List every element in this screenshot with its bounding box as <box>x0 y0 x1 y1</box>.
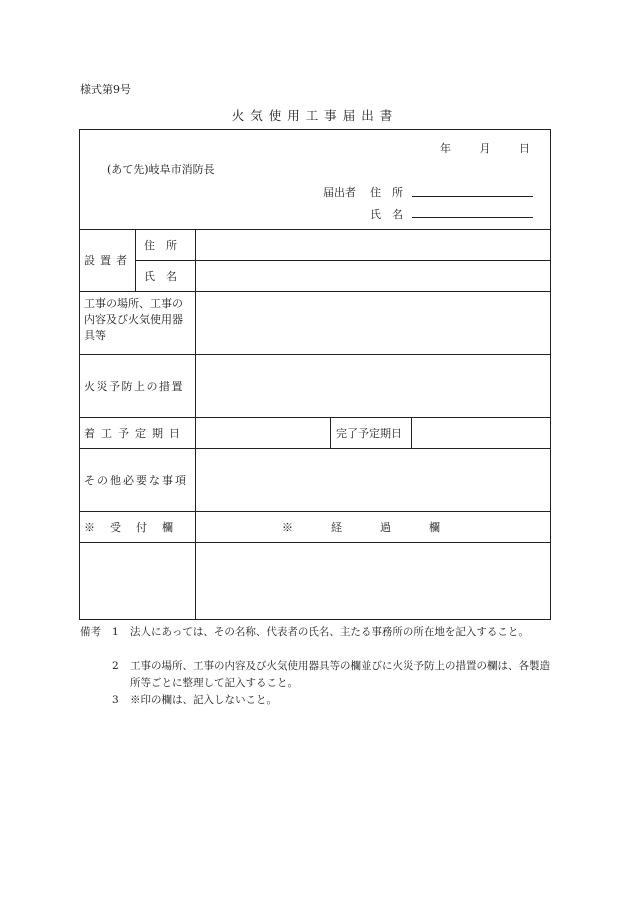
remark-number: 2 <box>112 660 119 672</box>
reception-field <box>80 543 194 619</box>
remark-number: 3 <box>112 694 119 706</box>
installer-label: 設置者 <box>84 254 132 267</box>
other-matters-field[interactable] <box>196 449 550 511</box>
notifier-label: 届出者 <box>323 186 356 199</box>
notifier-name-field[interactable] <box>412 217 533 218</box>
installer-address-field[interactable] <box>196 230 550 260</box>
divider <box>135 229 136 291</box>
notifier-address-field[interactable] <box>412 196 533 197</box>
month-label: 月 <box>479 142 491 155</box>
fire-prevention-field[interactable] <box>196 355 550 417</box>
fire-prevention-label: 火災予防上の措置 <box>84 379 184 393</box>
page-title: 火気使用工事届出書 <box>231 108 399 123</box>
work-details-label: 工事の場所、工事の内容及び火気使用器具等 <box>84 297 183 342</box>
installer-address-label: 住 所 <box>144 238 177 252</box>
progress-field <box>196 543 550 619</box>
completion-date-label: 完了予定期日 <box>336 426 402 440</box>
day-label: 日 <box>519 142 530 155</box>
remark-text: 法人にあっては、その名称、代表者の氏名、主たる事務所の所在地を記入すること。 <box>130 626 529 638</box>
other-matters-label: その他必要な事項 <box>84 473 188 487</box>
start-date-label: 着工予定期日 <box>84 426 186 440</box>
notifier-address-label: 住 所 <box>370 186 403 199</box>
start-date-field[interactable] <box>196 418 330 448</box>
progress-label: ※経過欄 <box>282 520 478 534</box>
year-label: 年 <box>440 142 451 155</box>
installer-name-label: 氏 名 <box>144 269 177 283</box>
remark-number: 1 <box>112 626 119 638</box>
remarks-heading: 備考 <box>80 626 101 638</box>
completion-date-field[interactable] <box>412 418 550 448</box>
work-details-field[interactable] <box>196 292 550 354</box>
date-line <box>440 140 530 156</box>
reception-label: ※受付欄 <box>84 520 188 534</box>
divider <box>330 417 331 448</box>
remark-text: 工事の場所、工事の内容及び火気使用器具等の欄並びに火災予防上の措置の欄は、各製造所等ごとに整理して記入すること。 <box>130 660 550 689</box>
addressee: (あて先)岐阜市消防長 <box>107 163 215 176</box>
form-number: 様式第9号 <box>80 83 131 96</box>
notifier-name-label: 氏 名 <box>370 208 403 221</box>
remark-text: ※印の欄は、記入しないこと。 <box>130 694 277 706</box>
installer-name-field[interactable] <box>196 261 550 291</box>
